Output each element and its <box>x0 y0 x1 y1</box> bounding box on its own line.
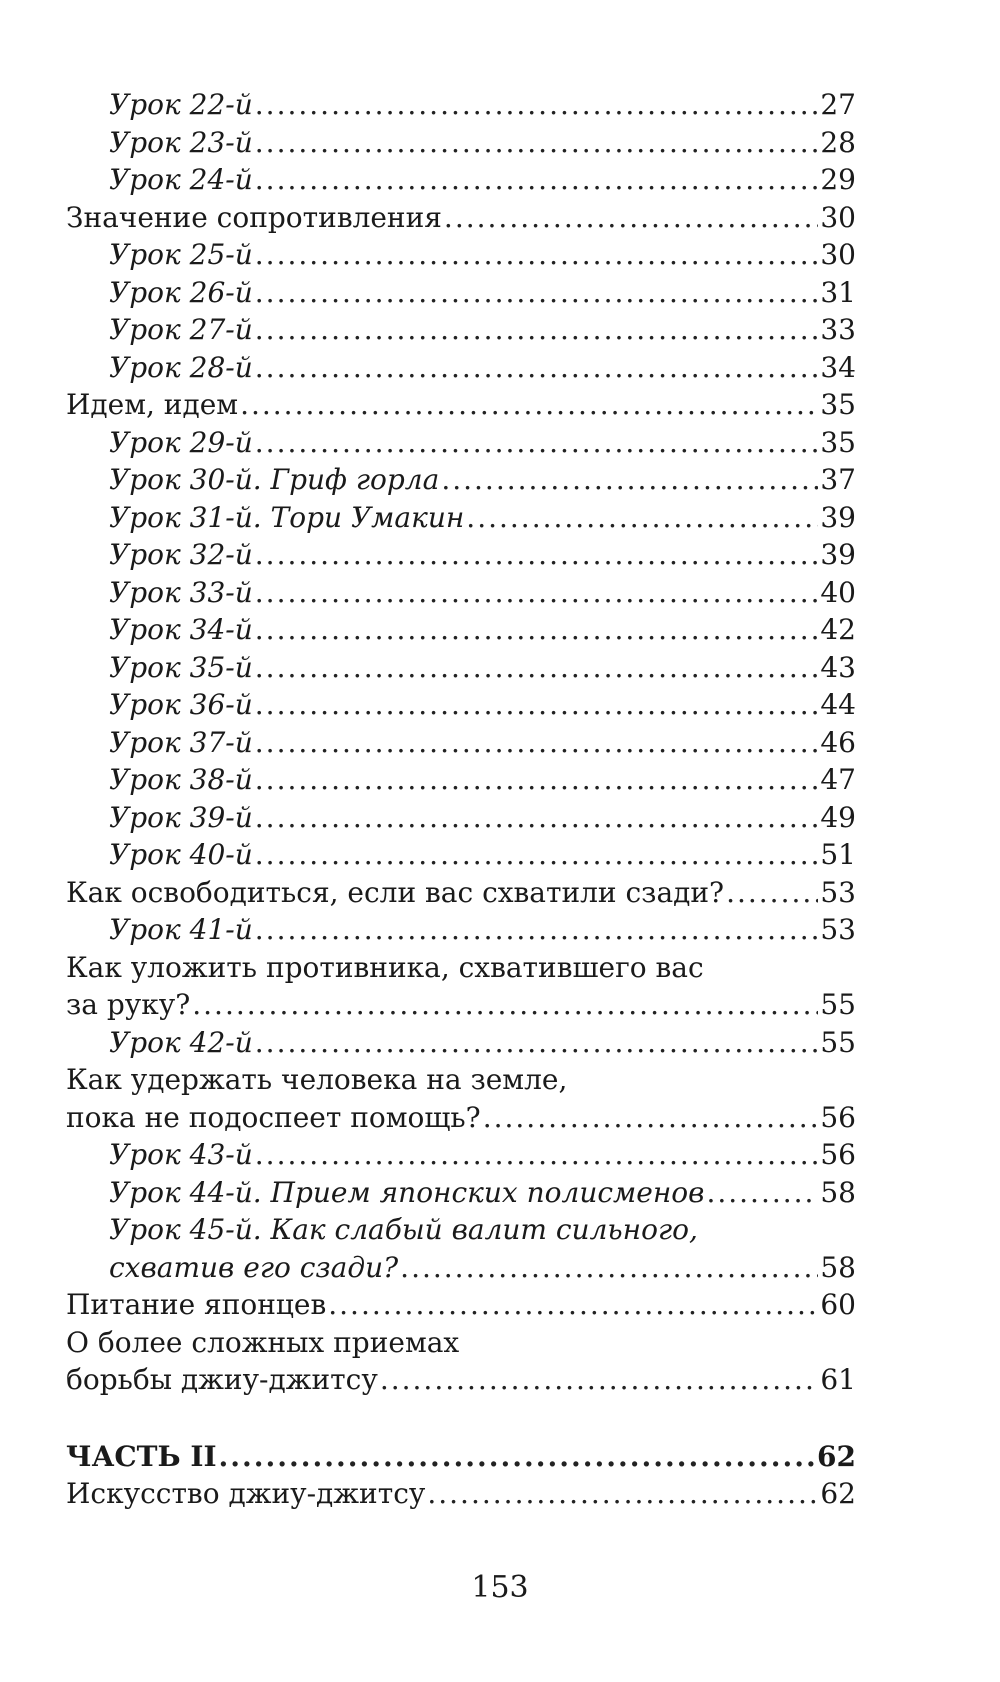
toc-entry <box>66 1099 856 1137</box>
toc-entry-label: Урок 38-й <box>109 763 253 796</box>
toc-entry-page: 42 <box>820 613 856 646</box>
toc-entry <box>66 761 856 799</box>
toc-entry-page: 53 <box>820 875 856 909</box>
toc-entry-page: 56 <box>820 1100 856 1134</box>
toc-leader-dots <box>255 349 819 387</box>
toc-leader-dots <box>255 424 819 462</box>
toc-entry-label: Идем, идем <box>66 388 239 421</box>
toc-entry-page: 37 <box>820 463 856 496</box>
toc-entry-page: 43 <box>820 650 856 684</box>
toc-entry-label: борьбы джиу-джитсу <box>66 1363 378 1396</box>
toc-leader-dots <box>255 724 819 762</box>
toc-entry-label: за руку? <box>66 988 191 1021</box>
toc-leader-dots <box>255 161 819 199</box>
toc-entry-page: 39 <box>820 500 856 534</box>
toc-leader-dots <box>255 574 819 612</box>
toc-entry-label: Урок 40-й <box>109 838 253 871</box>
page-number: 153 <box>471 1570 529 1605</box>
toc-entry <box>66 649 856 687</box>
toc-leader-dots <box>466 499 818 537</box>
toc-entry-page: 35 <box>820 425 856 459</box>
toc-entry-label: Урок 29-й <box>109 425 253 459</box>
toc-entry-label: Урок 24-й <box>109 163 253 196</box>
toc-part-heading <box>66 1438 856 1476</box>
toc-leader-dots <box>400 1249 818 1287</box>
toc-leader-dots <box>255 236 819 274</box>
toc-entry-page: 46 <box>820 725 856 759</box>
toc-leader-dots <box>219 1438 815 1476</box>
toc-entry-label: Урок 30-й. Гриф горла <box>109 463 440 496</box>
toc-entry-label: Урок 45-й. Как слабый валит сильного, <box>109 1213 698 1246</box>
toc-entry-label: Как уложить противника, схватившего вас <box>66 950 704 984</box>
toc-entry <box>66 1136 856 1174</box>
toc-entry <box>66 461 856 499</box>
toc-entry-label: Как удержать человека на земле, <box>66 1063 568 1096</box>
toc-entry <box>66 386 856 424</box>
toc-entry <box>66 274 856 312</box>
toc-entry-page: 55 <box>820 1025 856 1059</box>
toc-entry-label: ЧАСТЬ II <box>66 1439 217 1473</box>
toc-entry-page: 39 <box>820 538 856 571</box>
toc-entry-page: 62 <box>817 1439 856 1473</box>
toc-entry-page: 31 <box>820 275 856 309</box>
toc-leader-dots <box>441 461 818 499</box>
toc-entry <box>66 161 856 199</box>
toc-entry <box>66 1361 856 1399</box>
toc-entry-first-line <box>66 949 856 987</box>
toc-entry <box>66 611 856 649</box>
toc-entry-page: 58 <box>820 1250 856 1284</box>
toc-leader-dots <box>255 86 819 124</box>
toc-entry-page: 60 <box>820 1288 856 1321</box>
toc-entry <box>66 86 856 124</box>
toc-entry-page: 53 <box>820 913 856 946</box>
toc-leader-dots <box>192 986 818 1024</box>
toc-entry-page: 47 <box>820 763 856 796</box>
toc-entry-page: 44 <box>820 688 856 721</box>
toc-entry-label: Урок 39-й <box>109 800 253 834</box>
toc-entry-label: О более сложных приемах <box>66 1325 460 1359</box>
toc-entry <box>66 799 856 837</box>
toc-entry-label: Урок 27-й <box>109 313 253 346</box>
toc-entry-label: Искусство джиу-джитсу <box>66 1477 426 1510</box>
toc-entry <box>66 124 856 162</box>
toc-entry <box>66 236 856 274</box>
toc-leader-dots <box>255 274 819 312</box>
toc-entry <box>66 574 856 612</box>
toc-entry <box>66 1174 856 1212</box>
toc-entry-label: Значение сопротивления <box>66 200 442 234</box>
table-of-contents <box>66 86 856 1513</box>
toc-leader-dots <box>255 536 819 574</box>
toc-entry-label: схватив его сзади? <box>109 1250 399 1284</box>
toc-leader-dots <box>255 311 819 349</box>
toc-entry-page: 28 <box>820 125 856 159</box>
toc-entry-page: 33 <box>820 313 856 346</box>
toc-entry-label: Урок 43-й <box>109 1138 253 1171</box>
toc-entry <box>66 199 856 237</box>
toc-leader-dots <box>255 911 819 949</box>
toc-entry-page: 49 <box>820 800 856 834</box>
toc-entry <box>66 1024 856 1062</box>
toc-entry-page: 35 <box>820 388 856 421</box>
toc-entry-label: Питание японцев <box>66 1288 327 1321</box>
toc-entry-label: Урок 26-й <box>109 275 253 309</box>
toc-entry <box>66 1286 856 1324</box>
toc-leader-dots <box>444 199 818 237</box>
toc-leader-dots <box>255 124 819 162</box>
toc-leader-dots <box>255 1136 819 1174</box>
toc-entry <box>66 986 856 1024</box>
toc-entry-label: Урок 35-й <box>109 650 253 684</box>
toc-leader-dots <box>483 1099 819 1137</box>
toc-entry-label: Урок 31-й. Тори Умакин <box>109 500 465 534</box>
toc-entry-label: Урок 25-й <box>109 238 253 271</box>
toc-entry-label: Урок 44-й. Прием японских полисменов <box>109 1175 705 1209</box>
toc-entry <box>66 836 856 874</box>
toc-entry <box>66 874 856 912</box>
toc-leader-dots <box>255 611 819 649</box>
toc-entry <box>66 686 856 724</box>
toc-entry-label: Урок 22-й <box>109 88 253 121</box>
toc-entry-page: 34 <box>820 350 856 384</box>
toc-leader-dots <box>706 1174 818 1212</box>
toc-entry-label: Урок 41-й <box>109 913 253 946</box>
toc-leader-dots <box>328 1286 818 1324</box>
toc-entry-label: Урок 36-й <box>109 688 253 721</box>
toc-entry-page: 30 <box>820 200 856 234</box>
toc-entry-first-line <box>66 1211 856 1249</box>
toc-leader-dots <box>427 1475 818 1513</box>
toc-entry <box>66 911 856 949</box>
toc-leader-dots <box>255 1024 819 1062</box>
toc-entry <box>66 311 856 349</box>
toc-entry <box>66 724 856 762</box>
toc-leader-dots <box>255 799 819 837</box>
toc-entry-first-line <box>66 1324 856 1362</box>
toc-entry-label: Урок 28-й <box>109 350 253 384</box>
toc-entry-page: 58 <box>820 1175 856 1209</box>
toc-entry-page: 62 <box>820 1477 856 1510</box>
toc-leader-dots <box>255 761 819 799</box>
toc-entry-first-line <box>66 1061 856 1099</box>
toc-entry <box>66 536 856 574</box>
toc-entry-page: 55 <box>820 988 856 1021</box>
toc-leader-dots <box>255 836 819 874</box>
toc-entry-label: Урок 42-й <box>109 1025 253 1059</box>
toc-entry-label: Как освободиться, если вас схватили сзади? <box>66 875 725 909</box>
toc-entry <box>66 1475 856 1513</box>
toc-entry-page: 51 <box>820 838 856 871</box>
toc-entry-page: 30 <box>820 238 856 271</box>
toc-leader-dots <box>255 649 819 687</box>
toc-entry-label: Урок 37-й <box>109 725 253 759</box>
toc-entry <box>66 1249 856 1287</box>
toc-leader-dots <box>380 1361 819 1399</box>
toc-leader-dots <box>255 686 819 724</box>
toc-entry-label: Урок 32-й <box>109 538 253 571</box>
toc-entry-label: Урок 34-й <box>109 613 253 646</box>
toc-entry-page: 29 <box>820 163 856 196</box>
toc-leader-dots <box>240 386 818 424</box>
toc-entry-label: пока не подоспеет помощь? <box>66 1100 481 1134</box>
toc-entry-label: Урок 33-й <box>109 575 253 609</box>
toc-entry-page: 40 <box>820 575 856 609</box>
toc-entry-page: 61 <box>820 1363 856 1396</box>
toc-entry <box>66 424 856 462</box>
toc-entry <box>66 349 856 387</box>
toc-entry-page: 27 <box>820 88 856 121</box>
toc-leader-dots <box>726 874 818 912</box>
toc-entry-page: 56 <box>820 1138 856 1171</box>
toc-entry-label: Урок 23-й <box>109 125 253 159</box>
toc-entry <box>66 499 856 537</box>
